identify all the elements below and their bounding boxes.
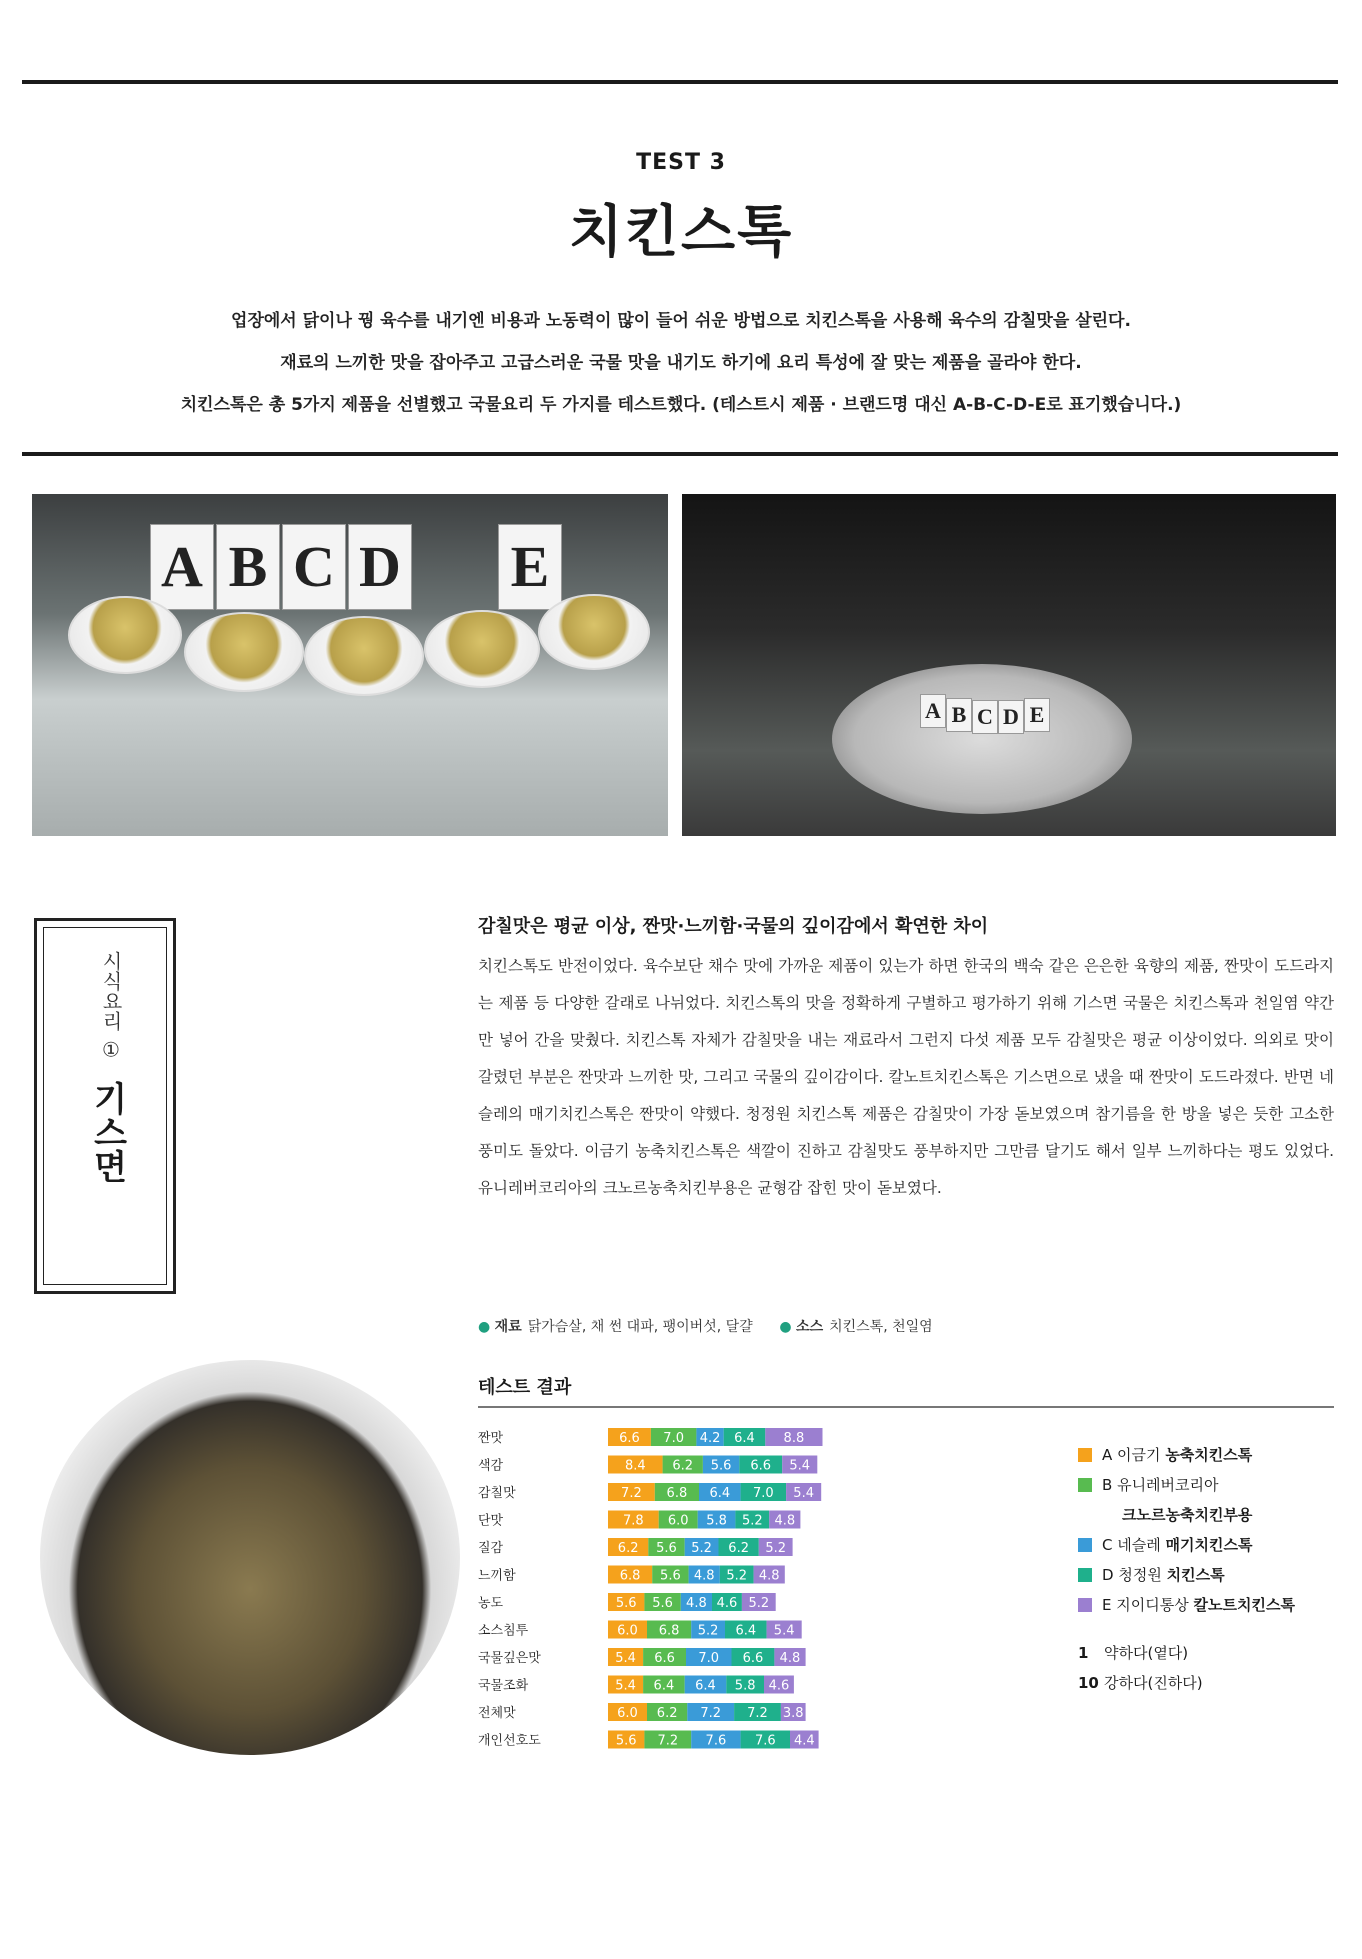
bar-value-label: 6.2: [728, 1541, 749, 1556]
tile-a: A: [150, 524, 214, 610]
section-rule: [22, 452, 1338, 456]
legend-swatch: [1078, 1478, 1092, 1492]
legend-swatch: [1078, 1598, 1092, 1612]
bullet-icon: ●: [779, 1319, 792, 1335]
bar-value-label: 5.6: [660, 1568, 681, 1584]
sidebar-dish: 기스면: [87, 1081, 127, 1183]
legend-product: 농축치킨스톡: [1165, 1446, 1253, 1464]
article-subhead: 감칠맛은 평균 이상, 짠맛·느끼함·국물의 깊이감에서 확연한 차이: [478, 916, 989, 937]
tile-d: D: [348, 524, 412, 610]
bar-value-label: 7.8: [623, 1513, 644, 1529]
results-title: 테스트 결과: [478, 1377, 572, 1398]
bar-value-label: 5.8: [734, 1678, 756, 1694]
bar-value-label: 6.8: [619, 1568, 641, 1584]
bar-value-label: 4.4: [793, 1733, 815, 1749]
bar-value-label: 5.6: [615, 1733, 637, 1749]
category-label: 국물깊은맛: [478, 1651, 541, 1666]
category-label: 소스침투: [478, 1623, 529, 1639]
bar-value-label: 5.6: [652, 1596, 673, 1611]
legend-swatch: [1078, 1448, 1092, 1462]
bar-value-label: 7.2: [700, 1706, 722, 1721]
bullet-icon: ●: [478, 1319, 491, 1335]
sidebar-category: 시식요리 ①: [99, 951, 123, 1062]
legend-product: 크노르농축치킨부용: [1122, 1506, 1253, 1524]
bar-value-label: 7.2: [621, 1486, 642, 1501]
bar-value-label: 4.8: [779, 1651, 801, 1666]
bar-value-label: 6.4: [735, 1623, 757, 1639]
page-title: 치킨스톡: [568, 200, 794, 265]
legend-maker: 지이디통상: [1116, 1596, 1189, 1614]
bar-value-label: 5.2: [691, 1541, 712, 1556]
legend-product: 치킨스톡: [1166, 1566, 1225, 1584]
tile-b: B: [946, 698, 972, 732]
legend-key: D: [1102, 1566, 1114, 1584]
intro-line: 재료의 느끼한 맛을 잡아주고 고급스러운 국물 맛을 내기도 하기에 요리 특성에 잘 맞는 제품을 골라야 한다.: [280, 353, 1082, 373]
category-label: 단맛: [478, 1513, 504, 1529]
bar-value-label: 7.6: [754, 1733, 776, 1749]
bar-value-label: 5.2: [748, 1596, 770, 1611]
legend-item-e: [1078, 1590, 1338, 1620]
bar-value-label: 6.0: [617, 1706, 638, 1721]
bar-value-label: 5.6: [710, 1458, 732, 1474]
recipe-line: [478, 1316, 933, 1336]
round-table: [832, 664, 1132, 814]
bar-value-label: 4.2: [699, 1431, 721, 1446]
bar-value-label: 7.0: [698, 1651, 720, 1666]
intro-line: 업장에서 닭이나 꿩 육수를 내기엔 비용과 노동력이 많이 들어 쉬운 방법으로 치킨스톡을 사용해 육수의 감칠맛을 살린다.: [231, 311, 1131, 331]
legend-maker: 유니레버코리아: [1117, 1476, 1219, 1494]
bar-value-label: 5.2: [726, 1568, 748, 1584]
bar-value-label: 6.2: [672, 1458, 694, 1474]
bar-value-label: 7.2: [657, 1733, 679, 1749]
soup-bowl: [304, 616, 424, 696]
bar-value-label: 5.8: [706, 1513, 727, 1529]
bar-value-label: 4.8: [758, 1568, 780, 1584]
bar-value-label: 6.2: [656, 1706, 678, 1721]
bar-value-label: 6.0: [617, 1623, 638, 1639]
sauce-text: 치킨스톡, 천일염: [829, 1319, 933, 1335]
legend-maker: 네슬레: [1117, 1536, 1161, 1554]
bar-value-label: 4.8: [693, 1568, 715, 1584]
results-rule: [478, 1406, 1334, 1408]
legend-item-a: [1078, 1440, 1338, 1470]
legend-maker: 청정원: [1118, 1566, 1162, 1584]
bar-value-label: 6.8: [658, 1623, 680, 1639]
category-label: 질감: [478, 1541, 504, 1556]
ingredients-label: 재료: [494, 1319, 522, 1335]
ingredients-text: 닭가슴살, 채 썬 대파, 팽이버섯, 달걀: [527, 1319, 753, 1335]
bar-value-label: 6.6: [654, 1651, 675, 1666]
bar-value-label: 6.4: [734, 1431, 755, 1446]
bar-value-label: 6.6: [742, 1651, 764, 1666]
category-label: 전체맛: [478, 1706, 516, 1721]
bar-value-label: 7.2: [747, 1706, 768, 1721]
bar-value-label: 8.4: [624, 1458, 646, 1474]
legend-swatch: [1078, 1568, 1092, 1582]
intro-text: [40, 300, 1322, 426]
legend-maker: 이금기: [1117, 1446, 1161, 1464]
sauce-label: 소스: [796, 1319, 824, 1335]
test-kicker: TEST 3: [636, 150, 726, 175]
tile-b: B: [216, 524, 280, 610]
bar-value-label: 6.0: [667, 1513, 689, 1529]
scale-value: 1: [1078, 1644, 1089, 1662]
tile-c: C: [282, 524, 346, 610]
category-label: 감칠맛: [478, 1486, 516, 1501]
bar-value-label: 5.2: [697, 1623, 719, 1639]
bar-value-label: 5.4: [793, 1486, 814, 1501]
tile-e: E: [498, 524, 562, 610]
bar-value-label: 6.4: [653, 1678, 675, 1694]
soup-bowl: [538, 594, 650, 670]
bar-value-label: 6.4: [695, 1678, 716, 1694]
bar-value-label: 5.2: [741, 1513, 763, 1529]
bar-value-label: 5.6: [615, 1596, 637, 1611]
category-label: 농도: [478, 1596, 504, 1611]
bar-value-label: 8.8: [783, 1431, 805, 1446]
bar-value-label: 4.6: [768, 1678, 790, 1694]
category-label: 국물조화: [478, 1678, 529, 1694]
legend-key: B: [1102, 1476, 1113, 1494]
bar-value-label: 6.4: [709, 1486, 731, 1501]
bar-value-label: 5.4: [789, 1458, 811, 1474]
scale-label: 약하다(옅다): [1104, 1644, 1189, 1662]
legend-product: 칼노트치킨스톡: [1193, 1596, 1295, 1614]
tasting-photo-panel: [682, 494, 1336, 836]
legend-swatch: [1078, 1538, 1092, 1552]
legend-item-c: [1078, 1530, 1338, 1560]
soup-bowl: [424, 610, 540, 688]
tasting-photo-bowls: [32, 494, 668, 836]
soup-bowl: [68, 596, 182, 674]
legend-product: 매기치킨스톡: [1165, 1536, 1253, 1554]
bar-value-label: 4.8: [686, 1596, 707, 1611]
chart-legend: [1078, 1440, 1338, 1698]
scale-value: 10: [1078, 1674, 1099, 1692]
bar-value-label: 3.8: [782, 1706, 804, 1721]
category-label: 색감: [478, 1458, 504, 1474]
gisumyeon-photo: [40, 1360, 460, 1755]
bar-value-label: 5.4: [615, 1678, 636, 1694]
legend-item-d: [1078, 1560, 1338, 1590]
legend-item-b: [1078, 1470, 1338, 1500]
dish-sidebar: [34, 918, 176, 1294]
category-label: 짠맛: [478, 1431, 504, 1446]
category-label: 개인선호도: [478, 1733, 541, 1749]
tile-a: A: [920, 694, 946, 728]
bar-value-label: 4.8: [774, 1513, 796, 1529]
scale-max: [1078, 1668, 1338, 1698]
scale-min: [1078, 1638, 1338, 1668]
category-label: 느끼함: [478, 1568, 516, 1584]
bar-value-label: 5.4: [773, 1623, 795, 1639]
tile-c: C: [972, 700, 998, 734]
bar-value-label: 5.2: [765, 1541, 787, 1556]
legend-key: E: [1102, 1596, 1112, 1614]
intro-line: 치킨스톡은 총 5가지 제품을 선별했고 국물요리 두 가지를 테스트했다. (테스트시 제품 · 브랜드명 대신 A-B-C-D-E로 표기했습니다.): [180, 395, 1182, 415]
tile-e: E: [1024, 698, 1050, 732]
bar-value-label: 6.8: [666, 1486, 688, 1501]
scale-label: 강하다(진하다): [1104, 1674, 1203, 1692]
tile-d: D: [998, 700, 1024, 734]
bar-value-label: 7.0: [663, 1431, 684, 1446]
bar-value-label: 5.6: [656, 1541, 677, 1556]
article-body: 치킨스톡도 반전이었다. 육수보단 채수 맛에 가까운 제품이 있는가 하면 한국의 백숙 같은 은은한 육향의 제품, 짠맛이 도드라지는 제품 등 다양한 갈래로 나뉘었다. 치킨스톡의 맛을 정확하게 구별하고 평가하기 위해 기스면 국물은 치킨스톡과 천일염 약간만 넣어 간을 맞췄다. 치킨스톡 자체가 감칠맛을 내는 재료라서 그런지 다섯 제품 모두 감칠맛은 평균 이상이었다. 의외로 맛이 갈렸던 부분은 짠맛과 느끼한 맛, 그리고 국물의 깊이감이다. 칼노트치킨스톡은 기스면으로 냈을 때 짠맛이 도드라졌다. 반면 네슬레의 매기치킨스톡은 짠맛이 약했다. 청정원 치킨스톡 제품은 감칠맛이 가장 돋보였으며 참기름을 한 방울 넣은 듯한 고소한 풍미도 돌았다. 이금기 농축치킨스톡은 색깔이 진하고 감칠맛도 풍부하지만 그만큼 달기도 해서 일부 느끼하다는 평도 있었다. 유니레버코리아의 크노르농축치킨부용은 균형감 잡힌 맛이 돋보였다.: [478, 957, 1334, 1197]
bar-value-label: 5.4: [615, 1651, 636, 1666]
stacked-bar-chart: [478, 1420, 1038, 1770]
legend-key: C: [1102, 1536, 1113, 1554]
soup-bowl: [184, 612, 304, 692]
bar-value-label: 7.6: [705, 1733, 727, 1749]
bar-value-label: 7.0: [753, 1486, 774, 1501]
bar-value-label: 6.6: [750, 1458, 772, 1474]
legend-key: A: [1102, 1446, 1113, 1464]
top-rule: [22, 80, 1338, 84]
bar-value-label: 4.6: [716, 1596, 738, 1611]
bar-value-label: 6.6: [619, 1431, 640, 1446]
bar-value-label: 6.2: [617, 1541, 639, 1556]
